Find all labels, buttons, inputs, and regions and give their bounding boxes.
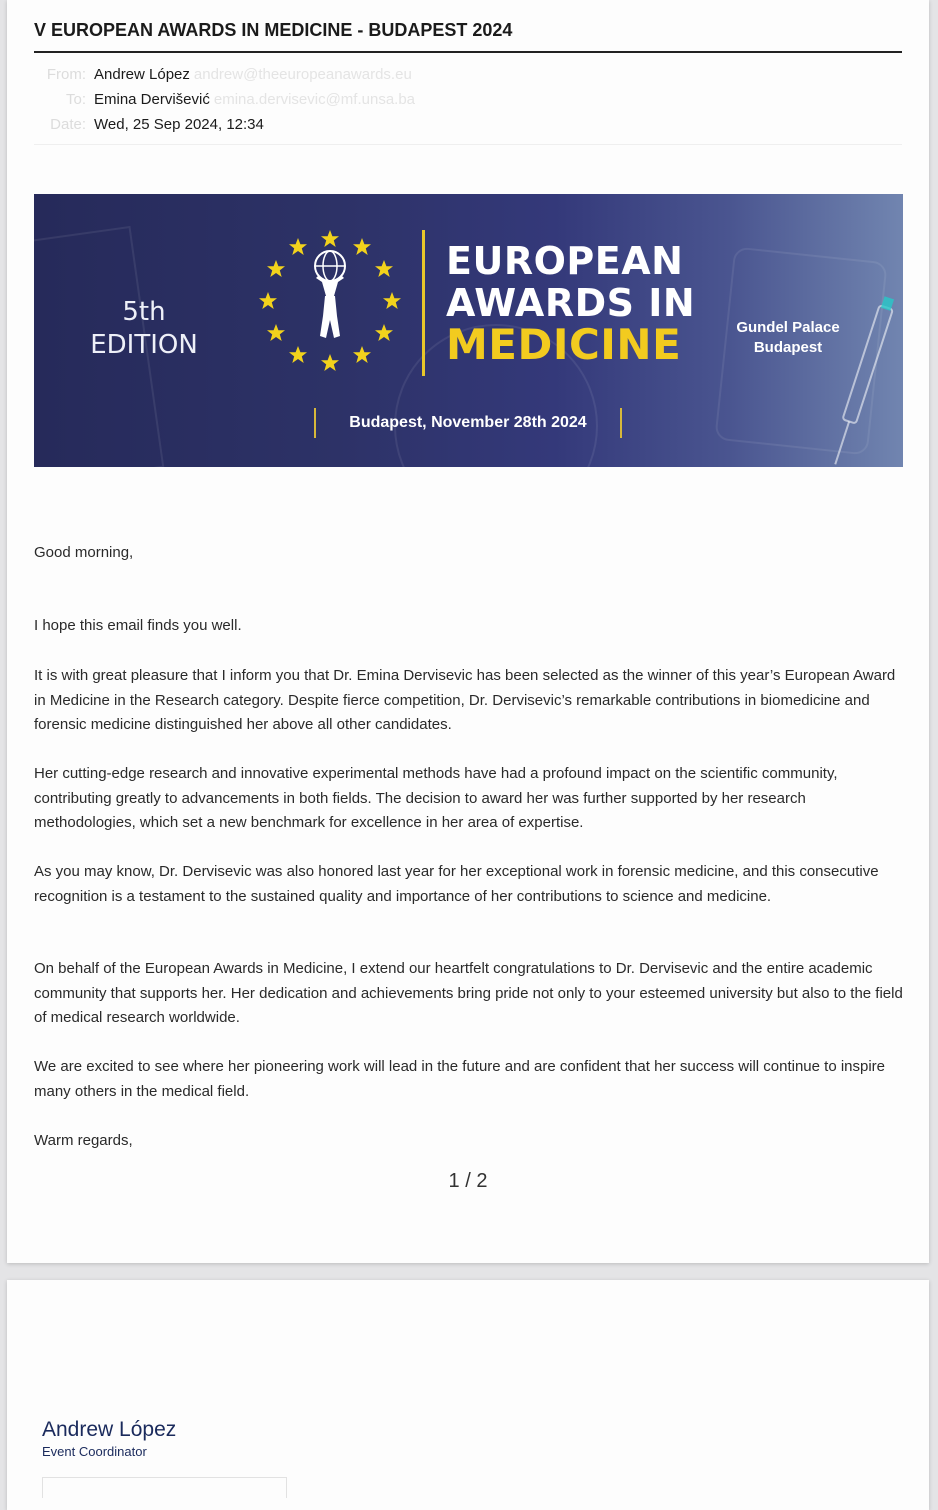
star-icon [353, 238, 371, 255]
from-label: From: [46, 66, 86, 83]
banner-divider [422, 230, 425, 376]
paragraph-6: We are excited to see where her pioneering work will lead in the future and are confident that her success will continue to inspire many others in the medical field. [34, 1058, 886, 1100]
date-label: Date: [50, 116, 86, 133]
email-page-1 [7, 0, 929, 1263]
edition-number: 5th [122, 297, 166, 327]
signature-logo-box [42, 1477, 287, 1498]
closing: Warm regards, [34, 1132, 133, 1149]
star-icon [375, 324, 393, 341]
email-subject: V EUROPEAN AWARDS IN MEDICINE - BUDAPEST 2024 [34, 20, 902, 53]
venue-name: Gundel Palace [736, 319, 840, 336]
email-page-2 [7, 1280, 929, 1510]
paragraph-1: I hope this email finds you well. [34, 617, 242, 634]
signature-role: Event Coordinator [42, 1444, 147, 1459]
sender-email-link[interactable]: andrew@theeuropeanawards.eu [193, 66, 412, 83]
to-row [34, 91, 902, 108]
paragraph-2: It is with great pleasure that I inform you that Dr. Emina Dervisevic has been selected as the winner of this year’s European Award in Medicine in the Research category. Despite fierce competition, Dr. Dervisevic’s remarkable contributions in biomedicine and forensic medicine distinguished her above all other candidates. [34, 667, 896, 733]
star-icon [289, 238, 307, 255]
venue-city: Budapest [753, 339, 823, 356]
recipient-name: Emina Dervišević [94, 91, 210, 108]
banner-title-line2: AWARDS IN [446, 281, 696, 325]
atlas-figure-icon [315, 251, 345, 338]
paragraph-4: As you may know, Dr. Dervisevic was also honored last year for her exceptional work in forensic medicine, and this consecutive recognition is a testament to the sustained quality and importance of her contributions to science and medicine. [34, 863, 879, 905]
header-divider [34, 144, 902, 145]
star-icon [321, 230, 339, 247]
paragraph-5: On behalf of the European Awards in Medicine, I extend our heartfelt congratulations to Dr. Dervisevic and the entire academic community that supports her. Her dedication and achievements bring pride not only to your esteemed university but also to the field of medical research worldwide. [34, 960, 903, 1026]
star-icon [375, 260, 393, 277]
banner-title-line1: EUROPEAN [446, 239, 684, 283]
to-label: To: [65, 91, 86, 108]
event-banner [34, 194, 903, 467]
star-icon [353, 346, 371, 363]
star-icon [267, 260, 285, 277]
date-row [34, 116, 902, 133]
sender-name: Andrew López [94, 66, 190, 83]
star-icon [267, 324, 285, 341]
edition-label [84, 296, 204, 362]
greeting: Good morning, [34, 544, 134, 561]
page-indicator: 1 / 2 [448, 1170, 488, 1192]
sent-date: Wed, 25 Sep 2024, 12:34 [94, 116, 264, 133]
recipient-email-link[interactable]: emina.dervisevic@mf.unsa.ba [213, 91, 416, 108]
star-icon [321, 354, 339, 371]
star-icon [383, 292, 401, 309]
syringe-icon [834, 284, 894, 467]
signature-name: Andrew López [42, 1418, 177, 1441]
paragraph-3: Her cutting-edge research and innovative experimental methods have had a profound impact on the scientific community, contributing greatly to advancements in both fields. The decision to award her was further supported by her research methodologies, which set a new benchmark for excellence in her area of expertise. [34, 765, 838, 831]
banner-title-line3: MEDICINE [446, 320, 682, 369]
star-icon [289, 346, 307, 363]
from-row [34, 66, 902, 83]
edition-word: EDITION [90, 330, 198, 360]
awards-logo-emblem [252, 226, 408, 376]
event-date-box: Budapest, November 28th 2024 [314, 408, 622, 438]
star-icon [259, 292, 277, 309]
